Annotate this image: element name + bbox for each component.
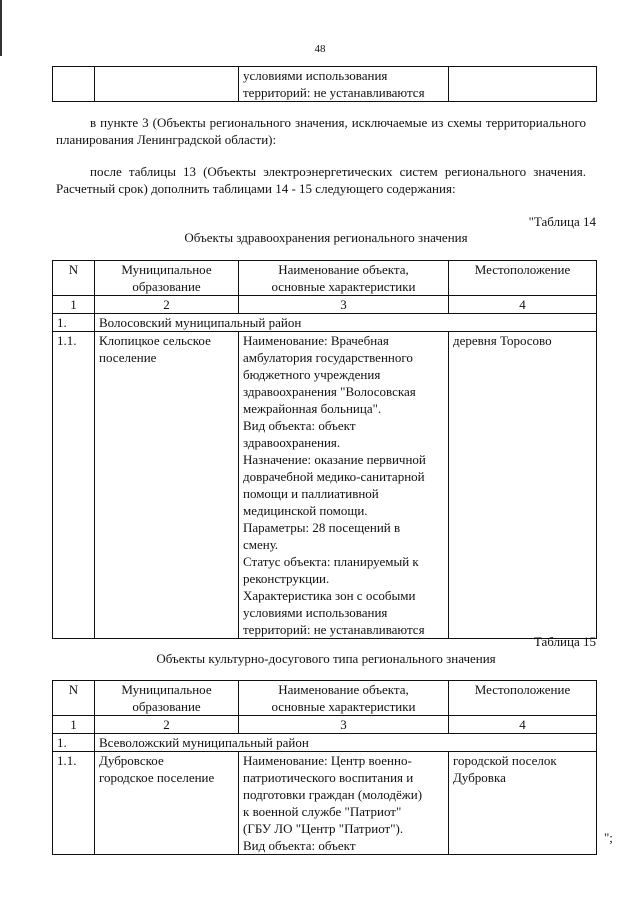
- row-description: [239, 752, 449, 855]
- header-municipal: Муниципальное образование: [95, 681, 239, 716]
- table-15-label: Таблица 15: [533, 634, 596, 649]
- table-row: [53, 752, 597, 855]
- fragment-line: условиями использования: [243, 68, 388, 83]
- description-line: амбулатория государственного: [243, 350, 413, 365]
- description-line: к военной службе "Патриот": [243, 804, 402, 819]
- description-line: Назначение: оказание первичной: [243, 452, 426, 467]
- numbering-row: [53, 716, 597, 734]
- description-line: Вид объекта: объект: [243, 418, 356, 433]
- description-line: Наименование: Центр военно-: [243, 753, 412, 768]
- section-number: 1.: [53, 734, 95, 752]
- header-municipal: Муниципальное образование: [95, 261, 239, 296]
- description-line: Статус объекта: планируемый к: [243, 554, 419, 569]
- paragraph-1: в пункте 3 (Объекты регионального значения, исключаемые из схемы территориального планирования Ленинградской области):: [56, 115, 586, 147]
- description-line: (ГБУ ЛО "Центр "Патриот").: [243, 821, 404, 836]
- fragment-cell-municipal: [95, 67, 239, 102]
- header-location: Местоположение: [449, 261, 597, 296]
- numbering-cell: 3: [239, 296, 449, 314]
- description-line: Параметры: 28 посещений в: [243, 520, 401, 535]
- numbering-cell: 3: [239, 716, 449, 734]
- table-15: [52, 680, 597, 855]
- fragment-cell-n: [53, 67, 95, 102]
- description-line: доврачебной медико-санитарной: [243, 469, 425, 484]
- table-header-row: [53, 681, 597, 716]
- description-line: бюджетного учреждения: [243, 367, 381, 382]
- section-title: Волосовский муниципальный район: [95, 314, 597, 332]
- section-number: 1.: [53, 314, 95, 332]
- table-header-row: [53, 261, 597, 296]
- numbering-row: [53, 296, 597, 314]
- page-number: 48: [314, 43, 326, 55]
- numbering-cell: 1: [53, 296, 95, 314]
- table-14: [52, 260, 597, 639]
- header-location: Местоположение: [449, 681, 597, 716]
- table-14-label: "Таблица 14: [528, 214, 596, 229]
- section-row: [53, 314, 597, 332]
- header-n: N: [53, 261, 95, 296]
- numbering-cell: 4: [449, 716, 597, 734]
- fragment-line: территорий: не устанавливаются: [243, 85, 425, 100]
- section-row: [53, 734, 597, 752]
- description-line: межрайонная больница".: [243, 401, 382, 416]
- closing-quote-mark: ";: [604, 830, 613, 845]
- row-municipal: Клопицкое сельское поселение: [95, 332, 239, 639]
- header-n: N: [53, 681, 95, 716]
- table-row: [53, 67, 597, 102]
- description-line: Вид объекта: объект: [243, 838, 356, 853]
- fragment-cell-location: [449, 67, 597, 102]
- row-number: 1.1.: [53, 332, 95, 639]
- description-line: здравоохранения.: [243, 435, 341, 450]
- description-line: условиями использования: [243, 605, 388, 620]
- row-description: [239, 332, 449, 639]
- description-line: подготовки граждан (молодёжи): [243, 787, 423, 802]
- previous-table-fragment: [52, 66, 597, 102]
- row-number: 1.1.: [53, 752, 95, 855]
- description-line: патриотического воспитания и: [243, 770, 414, 785]
- row-location: деревня Торосово: [449, 332, 597, 639]
- description-line: реконструкции.: [243, 571, 330, 586]
- description-line: территорий: не устанавливаются: [243, 622, 425, 637]
- row-location: городской поселок Дубровка: [449, 752, 597, 855]
- description-line: смену.: [243, 537, 279, 552]
- paragraph-2: после таблицы 13 (Объекты электроэнергетических систем регионального значения. Расчетный срок) дополнить таблицами 14 - 15 следующего содержания:: [56, 164, 586, 196]
- description-line: Наименование: Врачебная: [243, 333, 389, 348]
- description-line: помощи и паллиативной: [243, 486, 379, 501]
- numbering-cell: 1: [53, 716, 95, 734]
- table-15-title: Объекты культурно-досугового типа регионального значения: [156, 651, 496, 666]
- section-title: Всеволожский муниципальный район: [95, 734, 597, 752]
- header-name: Наименование объекта, основные характеристики: [239, 261, 449, 296]
- description-line: здравоохранения "Волосовская: [243, 384, 416, 399]
- row-municipal: Дубровское городское поселение: [95, 752, 239, 855]
- header-name: Наименование объекта, основные характеристики: [239, 681, 449, 716]
- numbering-cell: 2: [95, 716, 239, 734]
- numbering-cell: 2: [95, 296, 239, 314]
- table-row: [53, 332, 597, 639]
- description-line: медицинской помощи.: [243, 503, 368, 518]
- fragment-cell-description: [239, 67, 449, 102]
- numbering-cell: 4: [449, 296, 597, 314]
- table-14-title: Объекты здравоохранения регионального значения: [184, 230, 468, 245]
- description-line: Характеристика зон с особыми: [243, 588, 416, 603]
